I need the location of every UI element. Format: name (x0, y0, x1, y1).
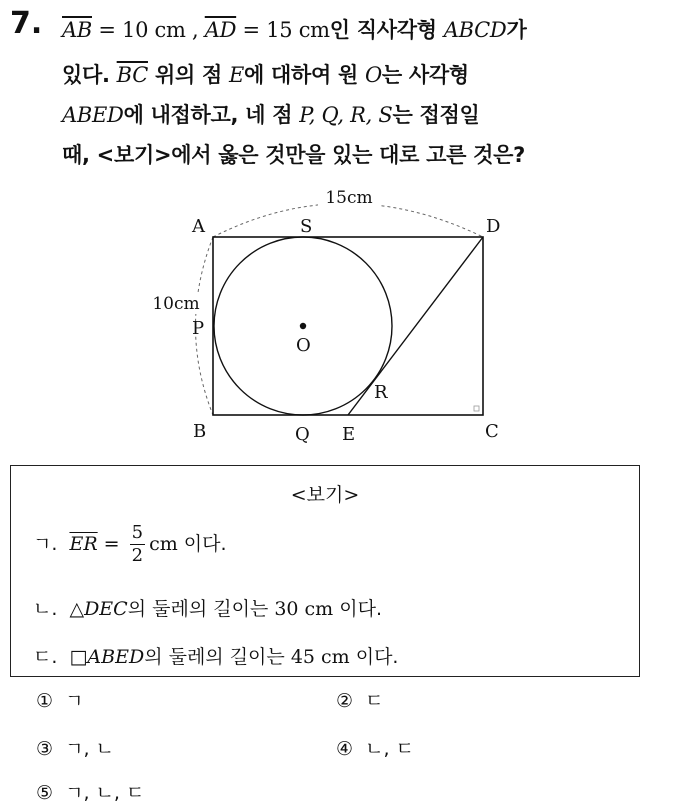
bogi-item-1-tail: 이다. (177, 533, 227, 555)
fraction (130, 524, 145, 565)
bogi-item-2-marker: ㄴ. (33, 598, 58, 620)
bogi-item-2-tail: 이다. (333, 598, 382, 620)
bogi-item-2-text: 의 둘레의 길이는 (127, 598, 275, 620)
bogi-item-1-marker: ㄱ. (33, 533, 58, 555)
segment-er: $\overline{ER}$ (69, 533, 98, 555)
bogi-item-2 (33, 594, 382, 621)
unit-cm: cm (149, 533, 178, 555)
quad-abed-ref: ABED (62, 103, 124, 127)
rectangle-abcd (213, 237, 483, 415)
choice-4-label: ㄴ, ㄷ (365, 738, 414, 760)
line1-text1: 인 직사각형 (329, 18, 444, 42)
label-d: D (486, 216, 501, 237)
label-o: O (296, 335, 311, 356)
line3-text1: 에 내접하고, 네 점 (123, 103, 300, 127)
quad-abed: ABED (87, 646, 145, 668)
ab-length: = 10 cm , (92, 18, 205, 42)
line1-text2: 가 (506, 18, 527, 42)
segment-bc: $\overline{BC}$ (116, 63, 148, 87)
bogi-item-1 (33, 524, 227, 565)
triangle-dec: DEC (84, 598, 128, 620)
line2-text4: 는 사각형 (381, 63, 469, 87)
label-10cm: 10cm (152, 294, 200, 314)
choice-4-number: ④ (336, 738, 354, 760)
label-b: B (193, 421, 207, 442)
choice-3-label: ㄱ, ㄴ (65, 738, 114, 760)
bogi-item-2-value: 30 cm (274, 598, 334, 620)
bogi-title: <보기> (290, 484, 360, 506)
bogi-box (10, 465, 640, 677)
bogi-item-3-text: 의 둘레의 길이는 (144, 646, 291, 668)
bogi-item-3-value: 45 cm (290, 646, 350, 668)
choice-1-number: ① (36, 690, 54, 712)
line2-text3: 에 대하여 원 (244, 63, 365, 87)
choice-2-label: ㄷ (365, 690, 384, 712)
bogi-item-3-tail: 이다. (349, 646, 399, 668)
label-c: C (485, 421, 499, 442)
choice-1[interactable] (36, 686, 84, 713)
top-dimension-arc (213, 204, 483, 238)
center-dot (300, 323, 306, 329)
fraction-numerator: 5 (131, 522, 144, 543)
label-15cm: 15cm (325, 188, 373, 208)
right-angle-mark (474, 406, 479, 411)
line2-text1: 있다. (62, 63, 117, 87)
label-s: S (300, 216, 313, 237)
choice-4[interactable] (336, 734, 414, 761)
choice-5-label: ㄱ, ㄴ, ㄷ (65, 782, 145, 804)
label-r: R (374, 382, 388, 403)
ad-length: = 15 cm (236, 18, 330, 42)
choice-2-number: ② (336, 690, 354, 712)
question-number: 7. (10, 6, 43, 41)
fraction-denominator: 2 (131, 545, 144, 566)
rect-abcd: ABCD (443, 18, 507, 42)
segment-ad: $\overline{AD}$ (204, 18, 237, 42)
question-line-4: 때, <보기>에서 옳은 것만을 있는 대로 고른 것은? (62, 143, 525, 167)
square-symbol: □ (69, 646, 88, 668)
label-e: E (342, 424, 356, 445)
label-q: Q (295, 424, 310, 445)
choice-5[interactable] (36, 778, 144, 805)
segment-ab: $\overline{AB}$ (62, 18, 92, 42)
label-a: A (192, 216, 205, 237)
bogi-item-3 (33, 642, 398, 669)
choice-3[interactable] (36, 734, 114, 761)
label-p: P (192, 318, 205, 339)
choice-2[interactable] (336, 686, 384, 713)
triangle-symbol: △ (69, 598, 85, 620)
choice-3-number: ③ (36, 738, 54, 760)
bogi-item-3-marker: ㄷ. (33, 646, 58, 668)
choice-5-number: ⑤ (36, 782, 54, 804)
circle-o-ref: O (364, 63, 382, 87)
segment-de (348, 237, 483, 415)
equals: = (97, 533, 126, 555)
line3-text2: 는 접점일 (392, 103, 480, 127)
line2-text2: 위의 점 (147, 63, 229, 87)
tangent-points: P, Q, R, S (299, 103, 393, 127)
point-e-ref: E (228, 63, 244, 87)
choice-1-label: ㄱ (65, 690, 84, 712)
